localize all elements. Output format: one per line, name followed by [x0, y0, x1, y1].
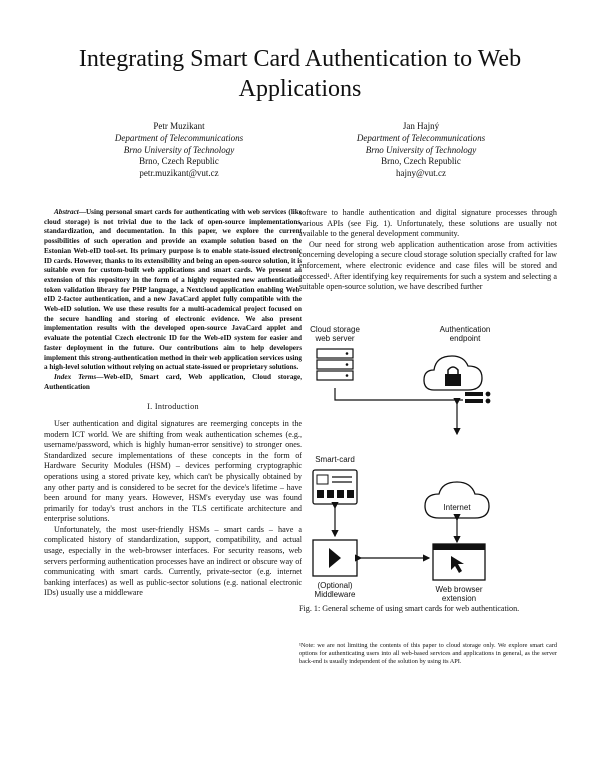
- internet-label: Internet: [443, 503, 471, 512]
- author-block-2: [306, 121, 536, 180]
- author-email: petr.muzikant@vut.cz: [139, 168, 219, 179]
- paragraph: User authentication and digital signatures are reemerging concepts in the modern ICT world. We are shifting from weak authentication schemes (e.g., username/password, which is highly human-error sensitive) to stronger ones. Standardized secure implementations of these concepts in the form of Hardware Security Modules (HSM) – devices performing cryptographic operations using a stored private key, which can't be physically obtained by any other party and is considered to be secret for the device's lifetime – have been around for many years. However, HSM's everyday use was found primarily for today's trust anchors in the TLS certificate architecture and enterprise solutions.: [44, 418, 302, 524]
- figure-caption: Fig. 1: General scheme of using smart cards for web authentication.: [299, 604, 520, 613]
- section-heading: I. Introduction: [147, 402, 199, 412]
- author-department: Department of Telecommunications: [114, 132, 244, 143]
- author-university: Brno University of Technology: [123, 144, 235, 155]
- cloud-lock-icon: [424, 356, 490, 403]
- middleware-label: (Optional): [317, 581, 353, 590]
- abstract-text: —Using personal smart cards for authenticating with web services (like cloud storage) is not trivial due to the lack of open-source implementations, standardization, and documentation. In this paper, we explore the current possibilities of such operation and provide an example solution based on the Estonian Web-eID tool-set. Its primary purpose is to enable state-issued electronic ID cards. However, thanks to its extensibility and being an open-source solution, it is suitable even for custom-built web applications and smart cards. We present an extension of this repository in the form of a highly requested new authentication token validation library for PHP language, a Nextcloud application enabling Web-eID 2-factor authentication, and a new JavaCard applet fully compatible with the Web-eID solution. We use these results for a multi-academical project focused on the secure handling and storing of electronic evidence. We also present implementation results with the developed open-source JavaCard applet and evaluate the potential Czech electronic ID for the Web-eID system for easier and faster deployment in the future. Our contributions aim to help developers implement this strong-authentication method in their web application services using a high-level solution without relying on actual state-issued or proprietary solutions.: [44, 208, 302, 372]
- paragraph: software to handle authentication and digital signature processes through various APIs (see Fig. 1). Unfortunately, these solutions are usually not available to the general development community.: [299, 208, 557, 239]
- paragraph: Our need for strong web application authentication arose from activities concerning developing a secure cloud storage solution specially crafted for law enforcement, where electronic evidence and case files will be stored and accessed¹. After identifying key requirements for such a system and selecting a suitable open-source solution, we have described further: [299, 239, 557, 292]
- middleware-label-2: Middleware: [314, 590, 356, 599]
- cloud-storage-label: Cloud storage: [310, 325, 360, 334]
- paragraph: Unfortunately, the most user-friendly HSMs – smart cards – have a complicated history of standardization, support, compatibility, and actual usage, especially in the web-browser interfaces. For security reasons, web servers performing authentication processes have an indirect or obscure way of communicating with smart cards. Currently, private-sector (e.g. internet banking interfaces) as well as public-sector solutions (e.g. national electronic IDs) usually use a middleware: [44, 524, 302, 598]
- author-block-1: [64, 121, 294, 180]
- author-name: Jan Hajný: [402, 121, 440, 131]
- author-department: Department of Telecommunications: [356, 132, 486, 143]
- author-city: Brno, Czech Republic: [381, 156, 461, 167]
- web-browser-icon: [433, 544, 485, 580]
- browser-label-2: extension: [441, 594, 477, 602]
- index-terms: [44, 373, 302, 392]
- author-city: Brno, Czech Republic: [139, 156, 219, 167]
- index-terms-label: Index Terms: [54, 372, 97, 381]
- footnote: ¹Note: we are not limiting the contents of this paper to cloud storage only. We explore smart card options for authenticating users into all web-based services and applications in general, as the server back-end is usually independent of the solution by using its API.: [299, 642, 557, 665]
- left-column: [44, 208, 302, 599]
- figure-scheme: [299, 322, 557, 602]
- internet-cloud-icon: [425, 482, 489, 518]
- author-university: Brno University of Technology: [365, 144, 477, 155]
- paper-title: Integrating Smart Card Authentication to Web Applications: [78, 46, 522, 102]
- right-column: [299, 208, 557, 293]
- abstract: [44, 208, 302, 373]
- abstract-label: Abstract: [54, 208, 79, 216]
- cloud-storage-label-2: web server: [315, 334, 355, 343]
- middleware-icon: [313, 540, 357, 576]
- smart-card-label: Smart-card: [315, 455, 355, 464]
- auth-endpoint-label-2: endpoint: [449, 334, 481, 343]
- index-terms-text: —Web-eID, Smart card, Web application, Cloud storage, Authentication: [44, 372, 302, 391]
- smart-card-icon: [313, 470, 357, 504]
- server-icon: [317, 349, 353, 380]
- browser-label: Web browser: [435, 585, 483, 594]
- author-name: Petr Muzikant: [153, 121, 205, 131]
- author-email: hajny@vut.cz: [395, 168, 447, 179]
- auth-endpoint-label: Authentication: [439, 325, 491, 334]
